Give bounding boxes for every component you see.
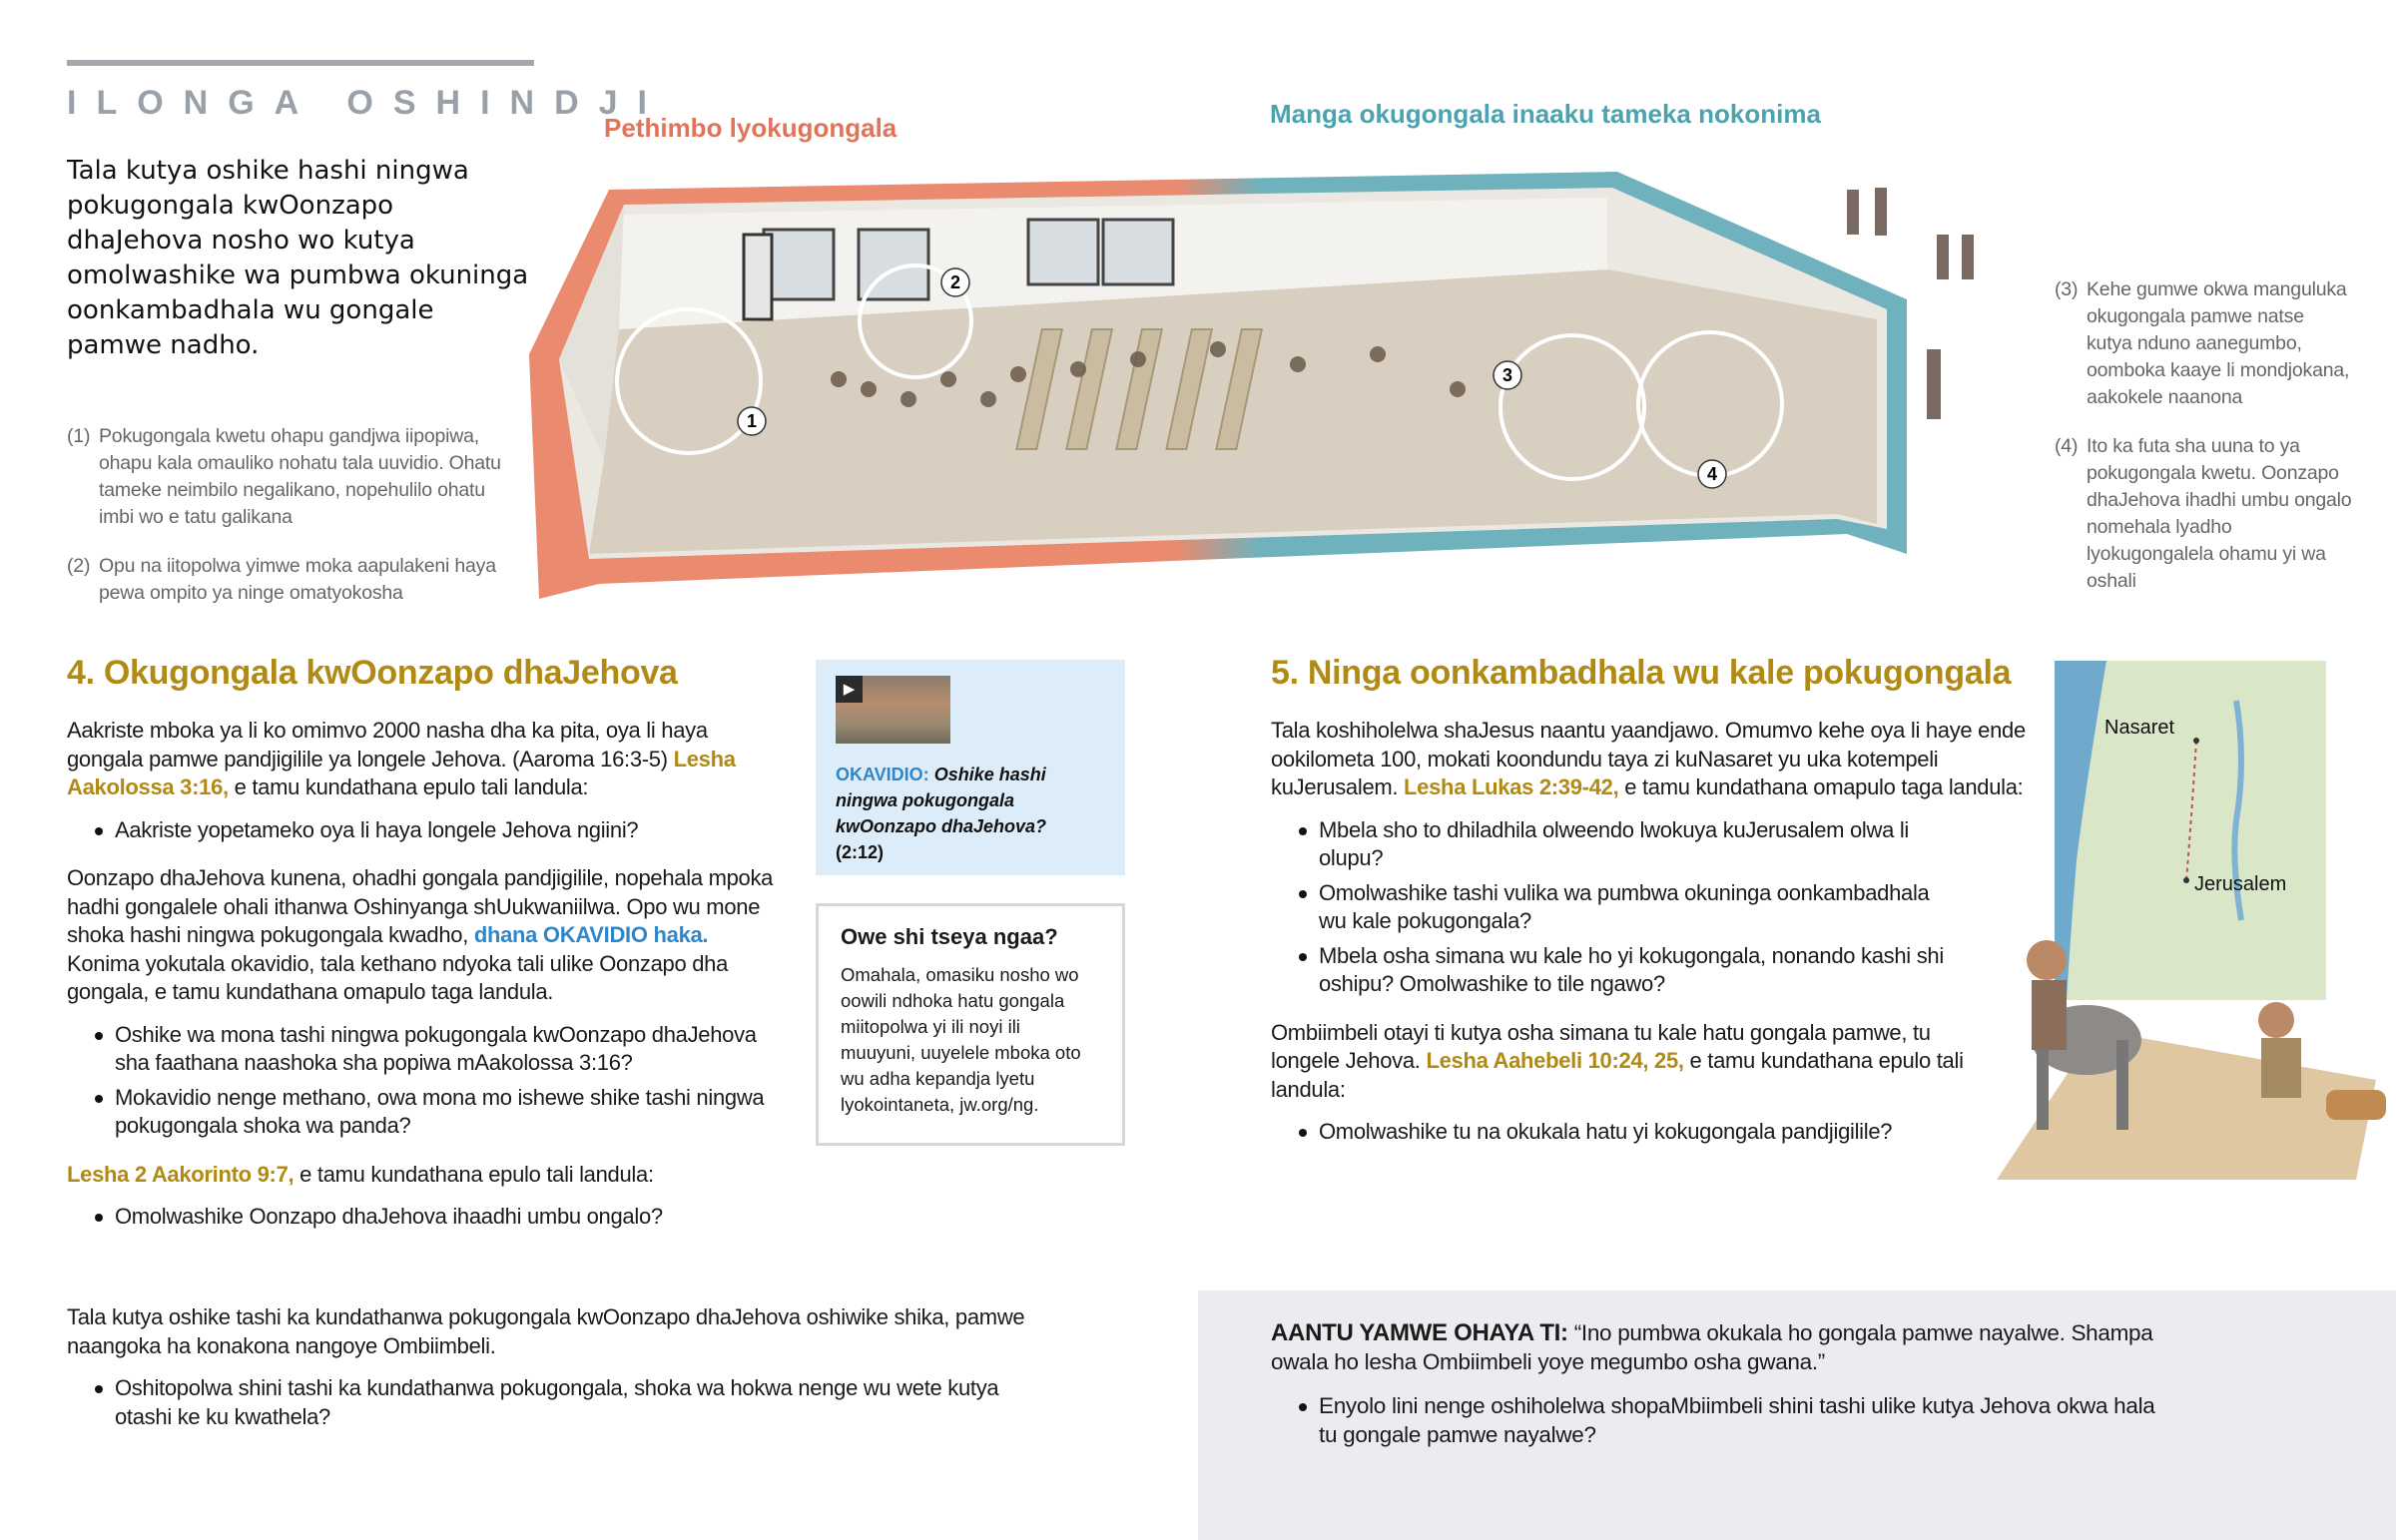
caption-num: (4) xyxy=(2055,435,2079,457)
box-title: Owe shi tseya ngaa? xyxy=(841,924,1058,949)
lesson-kicker: ILONGA OSHINDJI xyxy=(67,84,667,122)
question: Omolwashike tu na okukala hatu yi kokugongala pandjigilile? xyxy=(1271,1118,2030,1147)
scripture-link[interactable]: Lesha Lukas 2:39-42, xyxy=(1404,774,1619,799)
caption-2 xyxy=(67,553,516,607)
text: e tamu kundathana epulo tali landula: xyxy=(294,1161,654,1187)
video-thumbnail[interactable] xyxy=(836,676,950,744)
paragraph xyxy=(1271,1019,1970,1105)
paragraph xyxy=(67,717,786,802)
question: Omolwashike Oonzapo dhaJehova ihaadhi umbu ongalo? xyxy=(67,1203,786,1232)
label-before-after-meeting: Manga okugongala inaaku tameka nokonima xyxy=(1270,99,1821,129)
objection-label: AANTU YAMWE OHAYA TI: xyxy=(1271,1319,1568,1346)
caption-4 xyxy=(2055,433,2354,595)
question: Mbela osha simana wu kale ho yi kokugongala, nonando kashi shi oshipu? Omolwashike to tile ngawo? xyxy=(1271,942,1950,999)
caption-text: Pokugongala kwetu ohapu gandjwa iipopiwa, ohapu kala omauliko nohatu tala uuvidio. Ohatu tameke neimbilo negalikano, nopehulilo ohatu imbi wo e tatu galikana xyxy=(99,425,501,528)
quote-text: “Ino pumbwa okukala ho gongala pamwe nayalwe. Shampa owala ho lesha Ombiimbeli yoye megumbo osha gwana.” xyxy=(1271,1320,2153,1374)
paragraph xyxy=(1271,717,2030,802)
question: Mbela sho to dhiladhila olweendo lwokuya kuJerusalem olwa li olupu? xyxy=(1271,816,1950,873)
video-link[interactable]: dhana OKAVIDIO haka. xyxy=(473,922,709,947)
section-5-body xyxy=(1271,717,2030,1167)
label-during-meeting: Pethimbo lyokugongala xyxy=(604,113,898,143)
marker-4: 4 xyxy=(1706,464,1718,484)
paragraph: Tala kutya oshike tashi ka kundathanwa pokugongala kwOonzapo dhaJehova oshiwike shika, pamwe naangoka ha konakona nangoye Ombiimbeli. xyxy=(67,1304,1025,1358)
journey-map-illustration xyxy=(1977,661,2396,1220)
caption-text: Ito ka futa sha uuna to ya pokugongala kwetu. Oonzapo dhaJehova ihadhi umbu ongalo nomehala lyadho lyokugongalela ohamu yi wa oshali xyxy=(2087,435,2352,592)
box-text: Omahala, omasiku nosho wo oowili ndhoka hatu gongala miitopolwa yi ili noyi ili muuyuni, uuyelele mboka oto wu adha kepandja lyetu lyokointaneta, jw.org/ng. xyxy=(841,964,1081,1115)
scripture-link[interactable]: Lesha Aakolossa 3:16, xyxy=(67,746,736,799)
captions-right xyxy=(2055,276,2354,617)
text: Konima yokutala okavidio, tala kethano ndyoka tali ulike Oonzapo dha gongala, e tamu kundathana omapulo taga landula. xyxy=(67,950,729,1004)
play-icon[interactable]: ▶ xyxy=(836,676,863,703)
marker-1: 1 xyxy=(746,411,758,431)
question: Aakriste yopetameko oya li haya longele Jehova ngiini? xyxy=(67,816,786,845)
text: Oonzapo dhaJehova kunena, ohadhi gongala pandjigilile, nopehala mpoka hadhi gongalele ohali ithanwa Oshinyanga shUukwaniilwa. Opo wu mone shoka hashi ningwa pokugongala kwadho, xyxy=(67,865,774,947)
caption-num: (3) xyxy=(2055,278,2079,300)
section-4-heading: 4. Okugongala kwOonzapo dhaJehova xyxy=(67,654,678,692)
text: e tamu kundathana omapulo taga landula: xyxy=(1618,774,2024,799)
video-duration: (2:12) xyxy=(836,842,885,862)
paragraph xyxy=(67,1161,786,1190)
text: e tamu kundathana epulo tali landula: xyxy=(228,774,589,799)
question: Oshitopolwa shini tashi ka kundathanwa pokugongala, shoka wa hokwa nenge wu wete kutya otashi ke ku kwathela? xyxy=(67,1374,1045,1431)
did-you-know-box xyxy=(816,903,1125,1146)
question: Omolwashike tashi vulika wa pumbwa okuninga oonkambadhala wu kale pokugongala? xyxy=(1271,879,1950,936)
scripture-link[interactable]: Lesha Aahebeli 10:24, 25, xyxy=(1426,1048,1684,1073)
header-rule xyxy=(67,60,534,66)
paragraph xyxy=(67,864,786,1007)
map-label-nazareth: Nasaret xyxy=(2104,717,2175,739)
map-label-jerusalem: Jerusalem xyxy=(2194,873,2287,895)
video-title[interactable]: Oshike hashi ningwa pokugongala kwOonzapo dhaJehova? xyxy=(836,765,1047,836)
caption-num: (2) xyxy=(67,555,91,577)
section-4-body xyxy=(67,717,786,1252)
marker-2: 2 xyxy=(949,272,961,292)
video-label: OKAVIDIO: xyxy=(836,765,929,784)
question: Oshike wa mona tashi ningwa pokugongala kwOonzapo dhaJehova sha faathana naashoka sha popiwa mAakolossa 3:16? xyxy=(67,1021,786,1078)
video-card[interactable] xyxy=(816,660,1125,875)
scripture-link[interactable]: Lesha 2 Aakorinto 9:7, xyxy=(67,1161,295,1187)
caption-num: (1) xyxy=(67,425,91,447)
text: Tala koshiholelwa shaJesus naantu yaandjawo. Omumvo kehe oya li haye ende ookilometa 100, mokati koondundu taya zi kuNasaret yu uka kotempeli kuJerusalem. xyxy=(1271,718,2026,799)
question: Mokavidio nenge methano, owa mona mo ishewe shike tashi ningwa pokugongala shoka wa panda? xyxy=(67,1084,786,1141)
section-5-heading: 5. Ninga oonkambadhala wu kale pokugongala xyxy=(1271,654,2012,692)
caption-text: Kehe gumwe okwa manguluka okugongala pamwe natse kutya nduno aanegumbo, oomboka kaaye li mondjokana, aakokele naanona xyxy=(2087,278,2350,408)
video-caption xyxy=(836,762,1105,865)
text: Ombiimbeli otayi ti kutya osha simana tu kale hatu gongala pamwe, tu longele Jehova. xyxy=(1271,1019,1931,1073)
objection-content xyxy=(1271,1319,2169,1469)
objection-quote xyxy=(1271,1319,2169,1376)
text: Aakriste mboka ya li ko omimvo 2000 nasha dha ka pita, oya li haya gongala pamwe pandjigilile ya longele Jehova. (Aaroma 16:3-5) xyxy=(67,718,708,771)
captions-left xyxy=(67,423,516,629)
question: Enyolo lini nenge oshiholelwa shopaMbiimbeli shini tashi ulike kutya Jehova okwa hala tu gongale pamwe nayalwe? xyxy=(1271,1392,2169,1449)
caption-text: Opu na iitopolwa yimwe moka aapulakeni haya pewa ompito ya ninge omatyokosha xyxy=(99,555,496,604)
text: e tamu kundathana epulo tali landula: xyxy=(1271,1048,1964,1102)
caption-1 xyxy=(67,423,516,531)
lesson-intro: Tala kutya oshike hashi ningwa pokugongala kwOonzapo dhaJehova nosho wo kutya omolwashike wa pumbwa okuninga oonkambadhala wu gongale pamwe nadho. xyxy=(67,156,529,360)
caption-3 xyxy=(2055,276,2354,411)
section-4-footer xyxy=(67,1303,1045,1451)
kingdom-hall-illustration xyxy=(519,160,2037,609)
marker-3: 3 xyxy=(1501,365,1513,385)
